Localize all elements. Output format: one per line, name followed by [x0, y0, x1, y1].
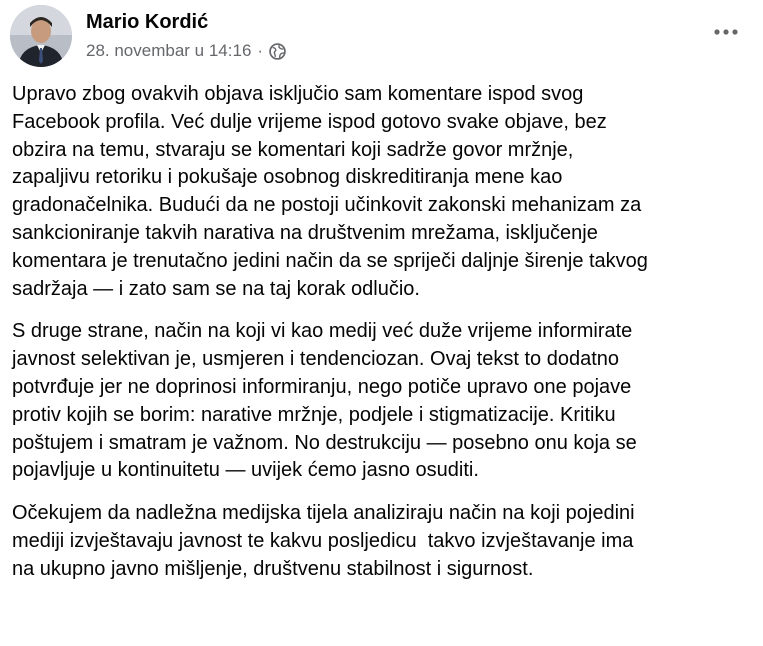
text-line: S druge strane, način na koji vi kao medij već duže vrijeme informirate [12, 320, 633, 343]
post-paragraph-3 [12, 500, 754, 583]
post-text [12, 81, 754, 599]
text-line: pojavljuje u kontinuitetu — uvijek ćemo jasno osuditi. [12, 459, 479, 482]
post-header [10, 5, 755, 67]
avatar-photo [10, 5, 72, 67]
more-horizontal-icon [713, 28, 739, 36]
text-line: gradonačelnika. Budući da ne postoji učinkovit zakonski mehanizam za [12, 194, 642, 217]
text-line: javnost selektivan je, usmjeren i tendenciozan. Ovaj tekst to dodatno [12, 348, 620, 371]
text-line: zapaljivu retoriku i pokušaje osobnog diskreditiranja mene kao [12, 166, 563, 189]
text-line: Očekujem da nadležna medijska tijela analiziraju način na koji pojedini [12, 502, 635, 525]
text-line: protiv kojih se borim: narative mržnje, podjele i stigmatizacije. Kritiku [12, 403, 616, 426]
post-paragraph-1 [12, 81, 754, 303]
meta-separator: · [257, 41, 264, 60]
text-line: mediji izvještavaju javnost te kakvu posljedicu takvo izvještavanje ima [12, 529, 634, 552]
post-meta [86, 41, 286, 61]
text-line: komentara je trenutačno jedini način da se spriječi daljnje širenje takvog [12, 249, 648, 272]
author-avatar[interactable] [10, 5, 72, 67]
author-name[interactable]: Mario Kordić [86, 11, 209, 33]
text-line: potvrđuje jer ne doprinosi informiranju, nego potiče upravo one pojave [12, 375, 632, 398]
text-line: Facebook profila. Već dulje vrijeme ispod gotovo svake objave, bez [12, 110, 607, 133]
text-line: na ukupno javno mišljenje, društvenu stabilnost i sigurnost. [12, 557, 534, 580]
globe-icon[interactable] [269, 43, 286, 60]
text-line: Upravo zbog ovakvih objava isključio sam komentare ispod svog [12, 83, 584, 105]
more-options-button[interactable] [711, 21, 741, 43]
text-line: sankcioniranje takvih narativa na društvenim mrežama, isključenje [12, 221, 598, 244]
post-timestamp[interactable]: 28. novembar u 14:16 [86, 41, 252, 60]
text-line: sadržaja — i zato sam se na taj korak odlučio. [12, 277, 420, 300]
post-paragraph-2 [12, 318, 754, 485]
text-line: poštujem i smatram je važnom. No destrukciju — posebno onu koja se [12, 431, 637, 454]
text-line: obzira na temu, stvaraju se komentari koji sadrže govor mržnje, [12, 138, 574, 161]
